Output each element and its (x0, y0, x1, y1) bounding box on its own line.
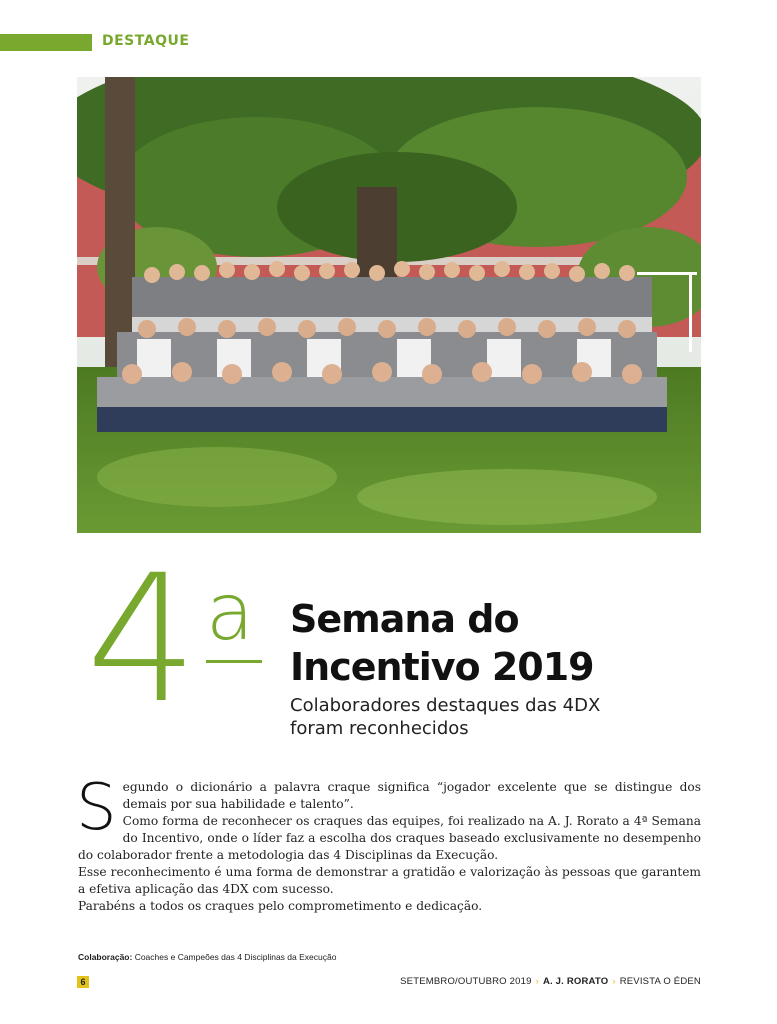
credit-text: Coaches e Campeões das 4 Disciplinas da Execução (132, 952, 337, 962)
ordinal-underline (206, 660, 262, 663)
article-subtitle (290, 694, 710, 740)
paragraph-4: Parabéns a todos os craques pelo comprometimento e dedicação. (78, 899, 483, 913)
footer-separator: › (535, 976, 539, 987)
paragraph-1: egundo o dicionário a palavra craque significa “jogador excelente que se distingue dos demais por sua habilidade e talento”. (122, 780, 701, 811)
section-label: DESTAQUE (102, 33, 190, 49)
subtitle-line-2: foram reconhecidos (290, 718, 469, 739)
title-line-1: Semana do (290, 597, 519, 641)
collaboration-credit (78, 952, 336, 962)
credit-label: Colaboração: (78, 952, 133, 962)
footer (400, 976, 701, 987)
footer-magazine: REVISTA O ÉDEN (619, 976, 701, 987)
footer-separator: › (612, 976, 616, 987)
group-photo (77, 77, 701, 533)
drop-cap: S (76, 771, 117, 845)
edition-ordinal: a (206, 568, 254, 658)
subtitle-line-1: Colaboradores destaques das 4DX (290, 695, 601, 716)
paragraph-3: Esse reconhecimento é uma forma de demonstrar a gratidão e valorização às pessoas que garantem a efetiva aplicação das 4DX com sucesso. (78, 865, 701, 896)
title-line-2: Incentivo 2019 (290, 645, 594, 689)
section-color-bar (0, 34, 92, 51)
paragraph-2: Como forma de reconhecer os craques das equipes, foi realizado na A. J. Rorato a 4ª Semana do Incentivo, onde o líder faz a escolha dos craques baseado exclusivamente no desempenho do colaborador frente a metodologia das 4 Disciplinas da Execução. (78, 814, 701, 862)
footer-brand: A. J. RORATO (542, 976, 609, 987)
article-body (76, 771, 701, 915)
edition-number: 4 (86, 537, 198, 742)
footer-date: SETEMBRO/OUTUBRO 2019 (400, 976, 532, 987)
page-number: 6 (77, 976, 89, 988)
article-title (290, 595, 710, 691)
